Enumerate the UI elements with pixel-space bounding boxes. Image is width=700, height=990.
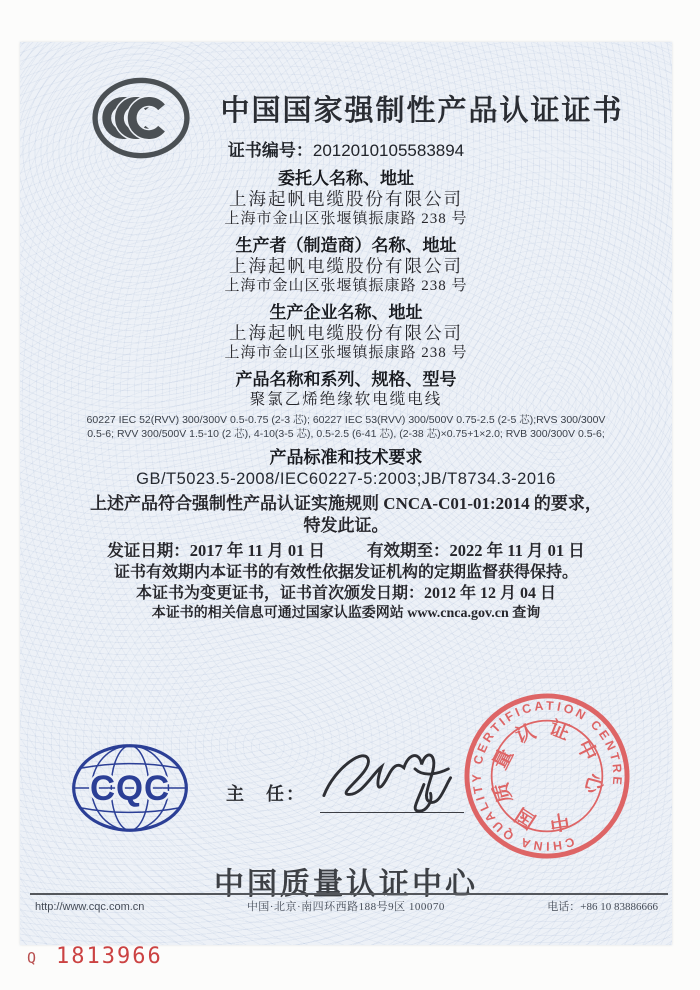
print-serial-number — [27, 944, 163, 969]
certificate-number-value: 2012010105583894 — [312, 141, 465, 160]
manufacturer-label: 生产者（制造商）名称、地址 — [235, 236, 457, 255]
expiry-date-label: 有效期至： — [367, 541, 450, 560]
cqc-globe-logo — [68, 742, 192, 834]
validity-note: 证书有效期内本证书的有效性依据发证机构的定期监督获得保持。 — [113, 564, 578, 581]
issuer-name-heading: 中国质量认证中心 — [214, 868, 478, 901]
certificate-page — [20, 42, 672, 945]
factory-address: 上海市金山区张堰镇振康路 238 号 — [224, 345, 468, 361]
issue-date-value: 2017 年 11 月 01 日 — [189, 541, 325, 560]
certificate-number-line — [20, 140, 672, 161]
manufacturer-address: 上海市金山区张堰镇振康路 238 号 — [224, 278, 468, 294]
product-specs — [20, 413, 672, 441]
product-label: 产品名称和系列、规格、型号 — [235, 370, 457, 389]
footer-website: http://www.cqc.com.cn — [35, 901, 145, 913]
certificate-title: 中国国家强制性产品认证证书 — [220, 95, 624, 127]
factory-name: 上海起帆电缆股份有限公司 — [229, 323, 463, 343]
applicant-address: 上海市金山区张堰镇振康路 238 号 — [224, 211, 468, 227]
product-spec-line-2: 0.5-6; RVV 300/500V 1.5-10 (2 芯), 4-10(3-5 芯), 0.5-2.5 (6-41 芯), (2-38 芯)×0.75+1×2.0; RVB 300/300V 0.5-6; — [87, 428, 605, 440]
certificate-number-label: 证书编号： — [227, 141, 313, 160]
footer-contact-row — [20, 900, 672, 914]
compliance-statement-line-1: 上述产品符合强制性产品认证实施规则 CNCA-C01-01:2014 的要求， — [90, 494, 602, 513]
validity-dates-line — [20, 540, 672, 562]
factory-label: 生产企业名称、地址 — [269, 303, 423, 322]
change-note: 本证书为变更证书，证书首次颁发日期：2012 年 12 月 04 日 — [135, 585, 556, 602]
cqc-logo-text: CQC — [90, 770, 170, 809]
serial-value: 1813966 — [56, 944, 163, 969]
stamp-inner-text: 中国质量认证中心 — [487, 716, 607, 836]
director-label: 主 任： — [226, 784, 306, 804]
svg-text:CHINA QUALITY CERTIFICATION CE — [441, 670, 652, 881]
manufacturer-name: 上海起帆电缆股份有限公司 — [229, 256, 463, 276]
applicant-label: 委托人名称、地址 — [278, 169, 414, 188]
issue-date-label: 发证日期： — [107, 541, 190, 560]
footer-phone: 电话：+86 10 83886666 — [547, 901, 658, 913]
applicant-name: 上海起帆电缆股份有限公司 — [229, 189, 463, 209]
certificate-body — [20, 138, 672, 624]
footer-address: 中国·北京·南四环西路188号9区 100070 — [246, 901, 445, 913]
product-spec-line-1: 60227 IEC 52(RVV) 300/300V 0.5-0.75 (2-3 芯); 60227 IEC 53(RVV) 300/500V 0.75-2.5 (2-5 芯);RVS 300/300V — [86, 414, 606, 426]
serial-prefix: Q — [27, 949, 37, 967]
expiry-date-value: 2022 年 11 月 01 日 — [449, 541, 585, 560]
standards-value: GB/T5023.5-2008/IEC60227-5:2003;JB/T8734.3-2016 — [136, 470, 556, 488]
product-name: 聚氯乙烯绝缘软电缆电线 — [249, 391, 443, 408]
footer-divider — [30, 893, 668, 895]
stamp-outer-text: CHINA QUALITY CERTIFICATION CENTRE — [469, 698, 625, 854]
info-lookup-note: 本证书的相关信息可通过国家认监委网站 www.cnca.gov.cn 查询 — [151, 606, 541, 621]
cqc-red-stamp — [432, 661, 661, 890]
compliance-statement-line-2: 特发此证。 — [303, 516, 389, 535]
standards-label: 产品标准和技术要求 — [269, 448, 423, 467]
